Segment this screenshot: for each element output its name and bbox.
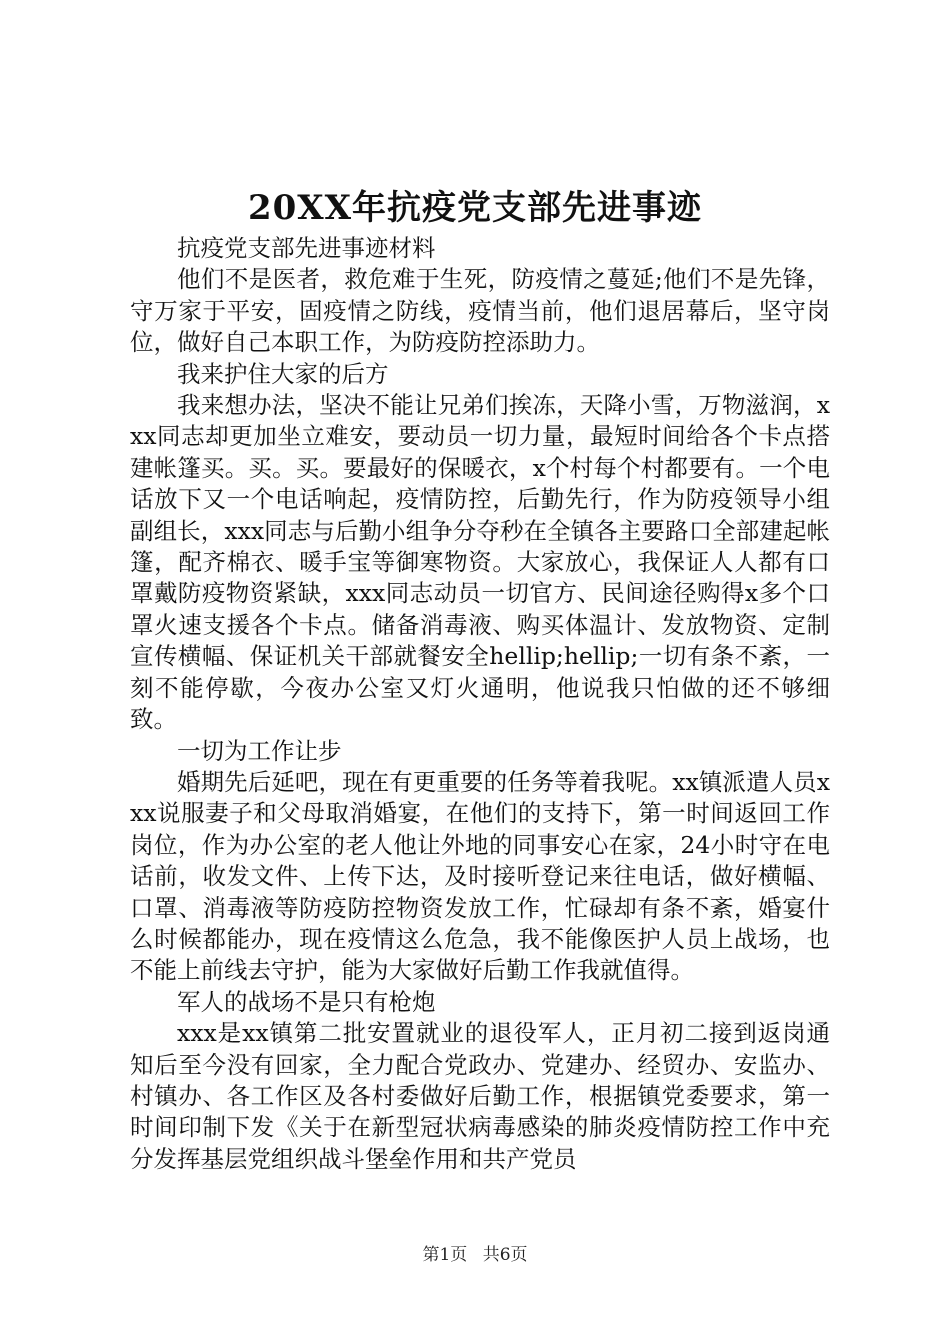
- document-title: 20XX年抗疫党支部先进事迹: [247, 188, 703, 228]
- page-total: 共6页: [482, 1245, 528, 1265]
- section-heading: 军人的战场不是只有枪炮: [177, 987, 436, 1016]
- body-paragraph: 我来想办法，坚决不能让兄弟们挨冻，天降小雪，万物滋润，xxx同志却更加坐立难安，要动员一切力量，最短时间给各个卡点搭建帐篷买。买。买。要最好的保暖衣，x个村每个村都要有。一个电话放下又一个电话响起，疫情防控，后勤先行，作为防疫领导小组副组长，xxx同志与后勤小组争分夺秒在全镇各主要路口全部建起帐篷，配齐棉衣、暖手宝等御寒物资。大家放心，我保证人人都有口罩戴防疫物资紧缺，xxx同志动员一切官方、民间途径购得x多个口罩火速支援各个卡点。储备消毒液、购买体温计、发放物资、定制宣传横幅、保证机关干部就餐安全hellip;hellip;一切有条不紊，一刻不能停歇，今夜办公室又灯火通明，他说我只怕做的还不够细致。: [130, 391, 830, 734]
- body-paragraph: 婚期先后延吧，现在有更重要的任务等着我呢。xx镇派遣人员xxx说服妻子和父母取消婚宴，在他们的支持下，第一时间返回工作岗位，作为办公室的老人他让外地的同事安心在家，24小时守在电话前，收发文件、上传下达，及时接听登记来往电话，做好横幅、口罩、消毒液等防疫防控物资发放工作，忙碌却有条不紊，婚宴什么时候都能办，现在疫情这么危急，我不能像医护人员上战场，也不能上前线去守护，能为大家做好后勤工作我就值得。: [130, 767, 830, 985]
- document-body: [130, 233, 830, 1175]
- section-heading: 我来护住大家的后方: [177, 359, 389, 388]
- page-footer: [0, 1243, 950, 1267]
- body-paragraph: xxx是xx镇第二批安置就业的退役军人，正月初二接到返岗通知后至今没有回家，全力配合党政办、党建办、经贸办、安监办、村镇办、各工作区及各村委做好后勤工作，根据镇党委要求，第一时间印制下发《关于在新型冠状病毒感染的肺炎疫情防控工作中充分发挥基层党组织战斗堡垒作用和共产党员: [130, 1019, 830, 1173]
- page-number: 第1页: [422, 1245, 468, 1265]
- body-paragraph: 他们不是医者，救危难于生死，防疫情之蔓延;他们不是先锋，守万家于平安，固疫情之防线，疫情当前，他们退居幕后，坚守岗位，做好自己本职工作，为防疫防控添助力。: [130, 265, 830, 357]
- section-heading: 抗疫党支部先进事迹材料: [177, 234, 436, 262]
- section-heading: 一切为工作让步: [177, 736, 342, 765]
